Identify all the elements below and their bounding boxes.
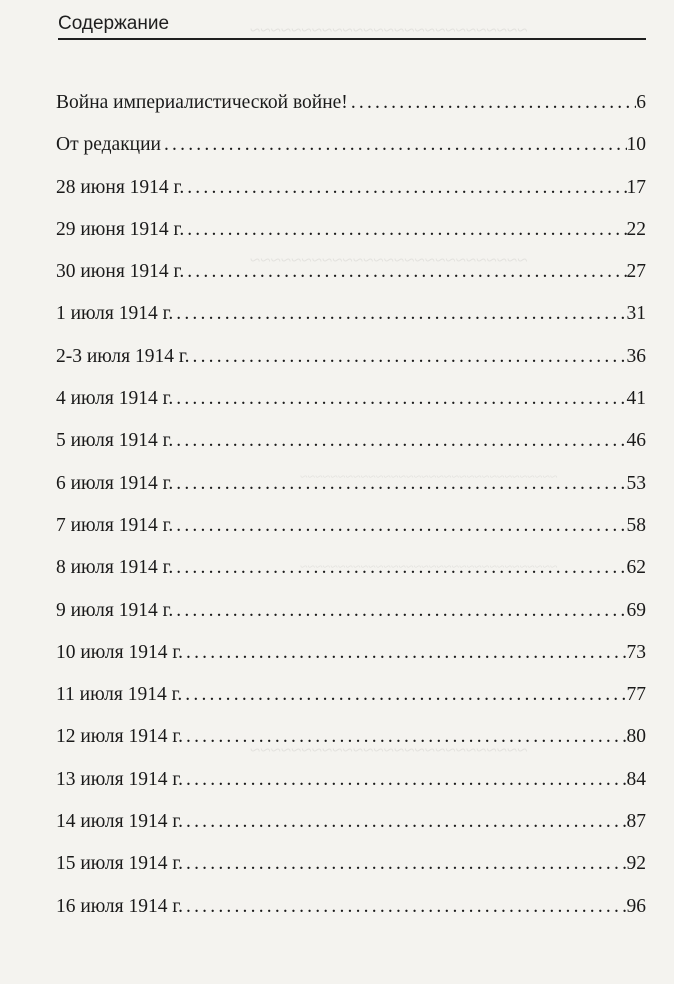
dot-leader (183, 632, 626, 674)
toc-entry-title: 29 июня 1914 г. (56, 218, 185, 240)
toc-entry (56, 590, 646, 632)
dot-leader (173, 547, 626, 589)
dot-leader (183, 886, 626, 928)
toc-entry (56, 801, 646, 843)
dot-leader (184, 209, 626, 251)
section-title: Содержание (58, 13, 170, 34)
toc-entry (56, 674, 646, 716)
toc-entry-title: 10 июля 1914 г. (56, 641, 184, 663)
dot-leader (173, 463, 626, 505)
toc-entry-title: 1 июля 1914 г. (56, 303, 174, 325)
toc-entry (56, 632, 646, 674)
toc-entry-title: 11 июля 1914 г. (56, 684, 183, 706)
toc-entry (56, 463, 646, 505)
toc-entry-title: 5 июля 1914 г. (56, 430, 174, 452)
toc-entry-page-number: 17 (626, 176, 646, 198)
dot-leader (173, 378, 626, 420)
reverse-page-bleed-through: ~~~~~~~~~~~~~~~~~~~~~~~~~~~ ~~~~~~~~~~~~~~~~~~~~~~~~~~~ ~~~~~~~~~~~~~~~~~~~~~~~~~~~~~~~~~~ ~~~~~~~~~~~~~~~~~~~~~~~~~~~~~~~~~~ ~~~~~~~~~~~~~~~~~~~~~~~~~~~ (250, 20, 558, 761)
toc-entry-title: 13 июля 1914 г. (56, 768, 184, 790)
toc-entry-page-number: 36 (626, 345, 646, 367)
toc-entry-page-number: 53 (626, 472, 646, 494)
toc-entry (56, 716, 646, 758)
toc-entry (56, 843, 646, 885)
toc-entry-title: Война империалистической войне! (56, 92, 348, 113)
toc-entry-page-number: 27 (626, 261, 646, 283)
dot-leader (173, 590, 626, 632)
toc-entry-page-number: 92 (626, 853, 646, 875)
toc-entry (56, 378, 646, 420)
dot-leader (183, 801, 626, 843)
toc-entry-title: 8 июля 1914 г. (56, 557, 174, 579)
dot-leader (190, 336, 627, 378)
toc-entry-title: 12 июля 1914 г. (56, 726, 184, 748)
toc-entry (56, 293, 646, 335)
toc-entry-page-number: 46 (626, 430, 646, 452)
toc-entry-page-number: 69 (626, 599, 646, 621)
toc-entry (56, 167, 646, 209)
toc-entry-title: 28 июня 1914 г. (56, 176, 185, 198)
page-header (58, 8, 646, 40)
toc-entry-page-number: 31 (626, 303, 646, 325)
toc-entry-page-number: 62 (626, 557, 646, 579)
toc-entry-title: 9 июля 1914 г. (56, 599, 174, 621)
dot-leader (173, 293, 626, 335)
toc-entry (56, 420, 646, 462)
toc-entry-page-number: 6 (636, 92, 646, 113)
toc-entry-page-number: 96 (626, 895, 646, 917)
toc-entry (56, 505, 646, 547)
toc-entry-page-number: 80 (626, 726, 646, 748)
toc-entry-page-number: 10 (626, 134, 646, 156)
toc-entry-title: От редакции (56, 134, 161, 156)
dot-leader (184, 167, 626, 209)
toc-entry (56, 886, 646, 928)
toc-entry-page-number: 73 (626, 641, 646, 663)
toc-entry (56, 547, 646, 589)
toc-entry-title: 15 июля 1914 г. (56, 853, 184, 875)
toc-entry (56, 336, 646, 378)
toc-entry-title: 16 июля 1914 г. (56, 895, 184, 917)
toc-entry-page-number: 84 (626, 768, 646, 790)
toc-entry (56, 251, 646, 293)
dot-leader (183, 843, 626, 885)
toc-entry-page-number: 77 (626, 684, 646, 706)
dot-leader (183, 759, 626, 801)
toc-entry (56, 209, 646, 251)
toc-entry-title: 30 июня 1914 г. (56, 261, 185, 283)
toc-entry (56, 124, 646, 166)
toc-entry-title: 14 июля 1914 г. (56, 811, 184, 833)
toc-entry-page-number: 58 (626, 514, 646, 536)
toc-entry-title: 4 июля 1914 г. (56, 388, 174, 410)
toc-entry-title: 6 июля 1914 г. (56, 472, 174, 494)
toc-entry-page-number: 41 (626, 388, 646, 410)
dot-leader (348, 82, 636, 124)
toc-entry-title: 7 июля 1914 г. (56, 514, 174, 536)
toc-entry-title: 2-3 июля 1914 г. (56, 345, 190, 367)
dot-leader (173, 420, 626, 462)
dot-leader (184, 251, 626, 293)
toc-entry (56, 759, 646, 801)
dot-leader (161, 124, 627, 166)
dot-leader (183, 716, 626, 758)
toc-entry-page-number: 87 (626, 811, 646, 833)
toc-entry (56, 82, 646, 124)
table-of-contents (56, 82, 646, 928)
toc-entry-page-number: 22 (626, 218, 646, 240)
dot-leader (182, 674, 626, 716)
dot-leader (173, 505, 626, 547)
